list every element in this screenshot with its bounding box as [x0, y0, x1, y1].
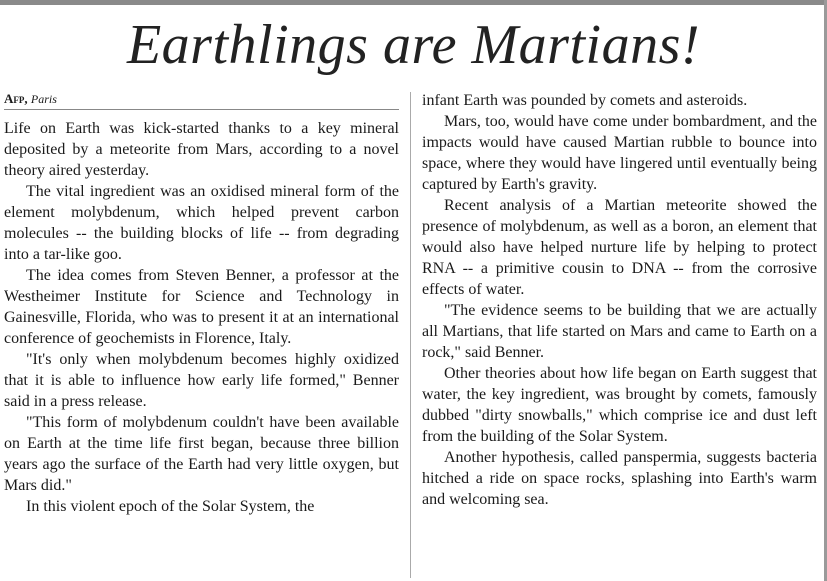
top-rule: [0, 0, 827, 5]
left-column-text: [4, 118, 399, 517]
paragraph: Life on Earth was kick-started thanks to a key mineral deposited by a meteorite from Mars, according to a novel theory aired yesterday.: [4, 120, 399, 179]
byline-city: Paris: [30, 92, 57, 106]
paragraph: infant Earth was pounded by comets and asteroids.: [422, 92, 748, 109]
paragraph: "This form of molybdenum couldn't have been available on Earth at the time life first began, because three billion years ago the surface of the Earth had very little oxygen, but Mars did.": [4, 414, 399, 494]
right-column-text: [422, 90, 817, 510]
paragraph: "It's only when molybdenum becomes highly oxidized that it is able to influence how early life formed," Benner said in a press release.: [4, 351, 399, 410]
paragraph: The idea comes from Steven Benner, a professor at the Westheimer Institute for Science and Technology in Gainesville, Florida, who was to present it at an international conference of geochemists in Florence, Italy.: [4, 267, 399, 347]
paragraph: In this violent epoch of the Solar System, the: [26, 498, 315, 515]
paragraph: "The evidence seems to be building that we are actually all Martians, that life started on Mars and came to Earth on a rock," said Benner.: [422, 302, 817, 361]
paragraph: Another hypothesis, called panspermia, suggests bacteria hitched a ride on space rocks, splashing into Earth's warm and welcoming sea.: [422, 449, 817, 508]
paragraph: The vital ingredient was an oxidised mineral form of the element molybdenum, which helped prevent carbon molecules -- the building blocks of life -- from degrading into a tar-like goo.: [4, 183, 399, 263]
headline: Earthlings are Martians!: [126, 14, 701, 76]
article-column-right: [422, 90, 817, 510]
byline: [4, 90, 399, 110]
article-column-left: [4, 90, 399, 517]
byline-agency: Afp,: [4, 91, 28, 106]
paragraph: Recent analysis of a Martian meteorite showed the presence of molybdenum, as well as a boron, an element that would also have helped nurture life by helping to protect RNA -- a primitive cousin to DNA -- from the corrosive effects of water.: [422, 197, 817, 298]
paragraph: Other theories about how life began on Earth suggest that water, the key ingredient, was brought by comets, famously dubbed "dirty snowballs," which comprise ice and dust left from the building of the Solar System.: [422, 365, 817, 445]
column-divider: [410, 92, 411, 578]
paragraph: Mars, too, would have come under bombardment, and the impacts would have caused Martian rubble to bounce into space, where they would have lingered until eventually being captured by Earth's gravity.: [422, 113, 817, 193]
